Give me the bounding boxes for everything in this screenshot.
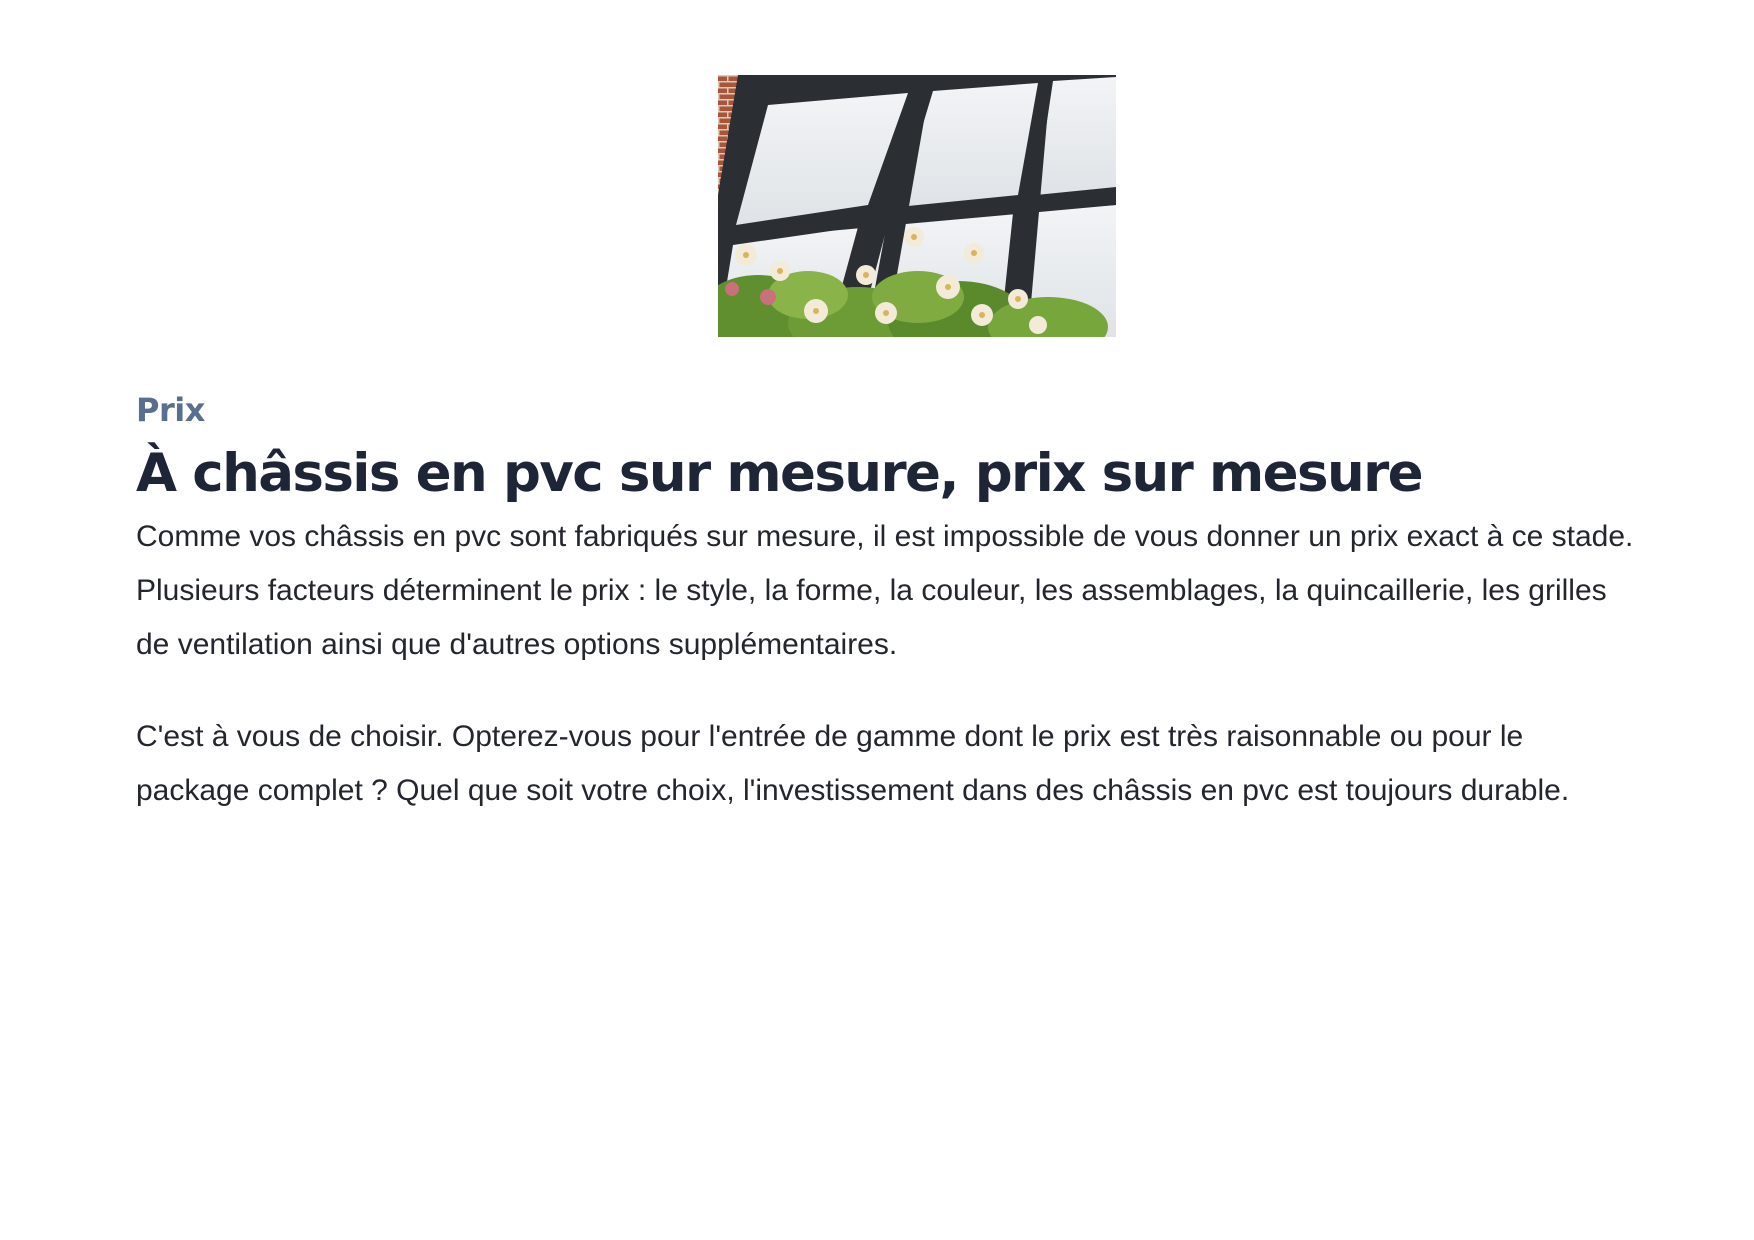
section-eyebrow: Prix xyxy=(136,391,205,429)
paragraph-1: Comme vos châssis en pvc sont fabriqués sur mesure, il est impossible de vous donner un prix exact à ce stade. Plusieurs facteurs déterminent le prix : le style, la forme, la couleur, les assemblages, la quincaillerie, les grilles de ventilation ainsi que d'autres options supplémentaires. xyxy=(136,520,1634,661)
hero-image xyxy=(718,75,1116,337)
price-section xyxy=(136,388,1636,818)
window-with-flowers-photo xyxy=(718,75,1116,337)
paragraph-2: C'est à vous de choisir. Opterez-vous pour l'entrée de gamme dont le prix est très raisonnable ou pour le package complet ? Quel que soit votre choix, l'investissement dans des châssis en pvc est toujours durable. xyxy=(136,720,1570,807)
section-title: À châssis en pvc sur mesure, prix sur mesure xyxy=(136,443,1422,504)
